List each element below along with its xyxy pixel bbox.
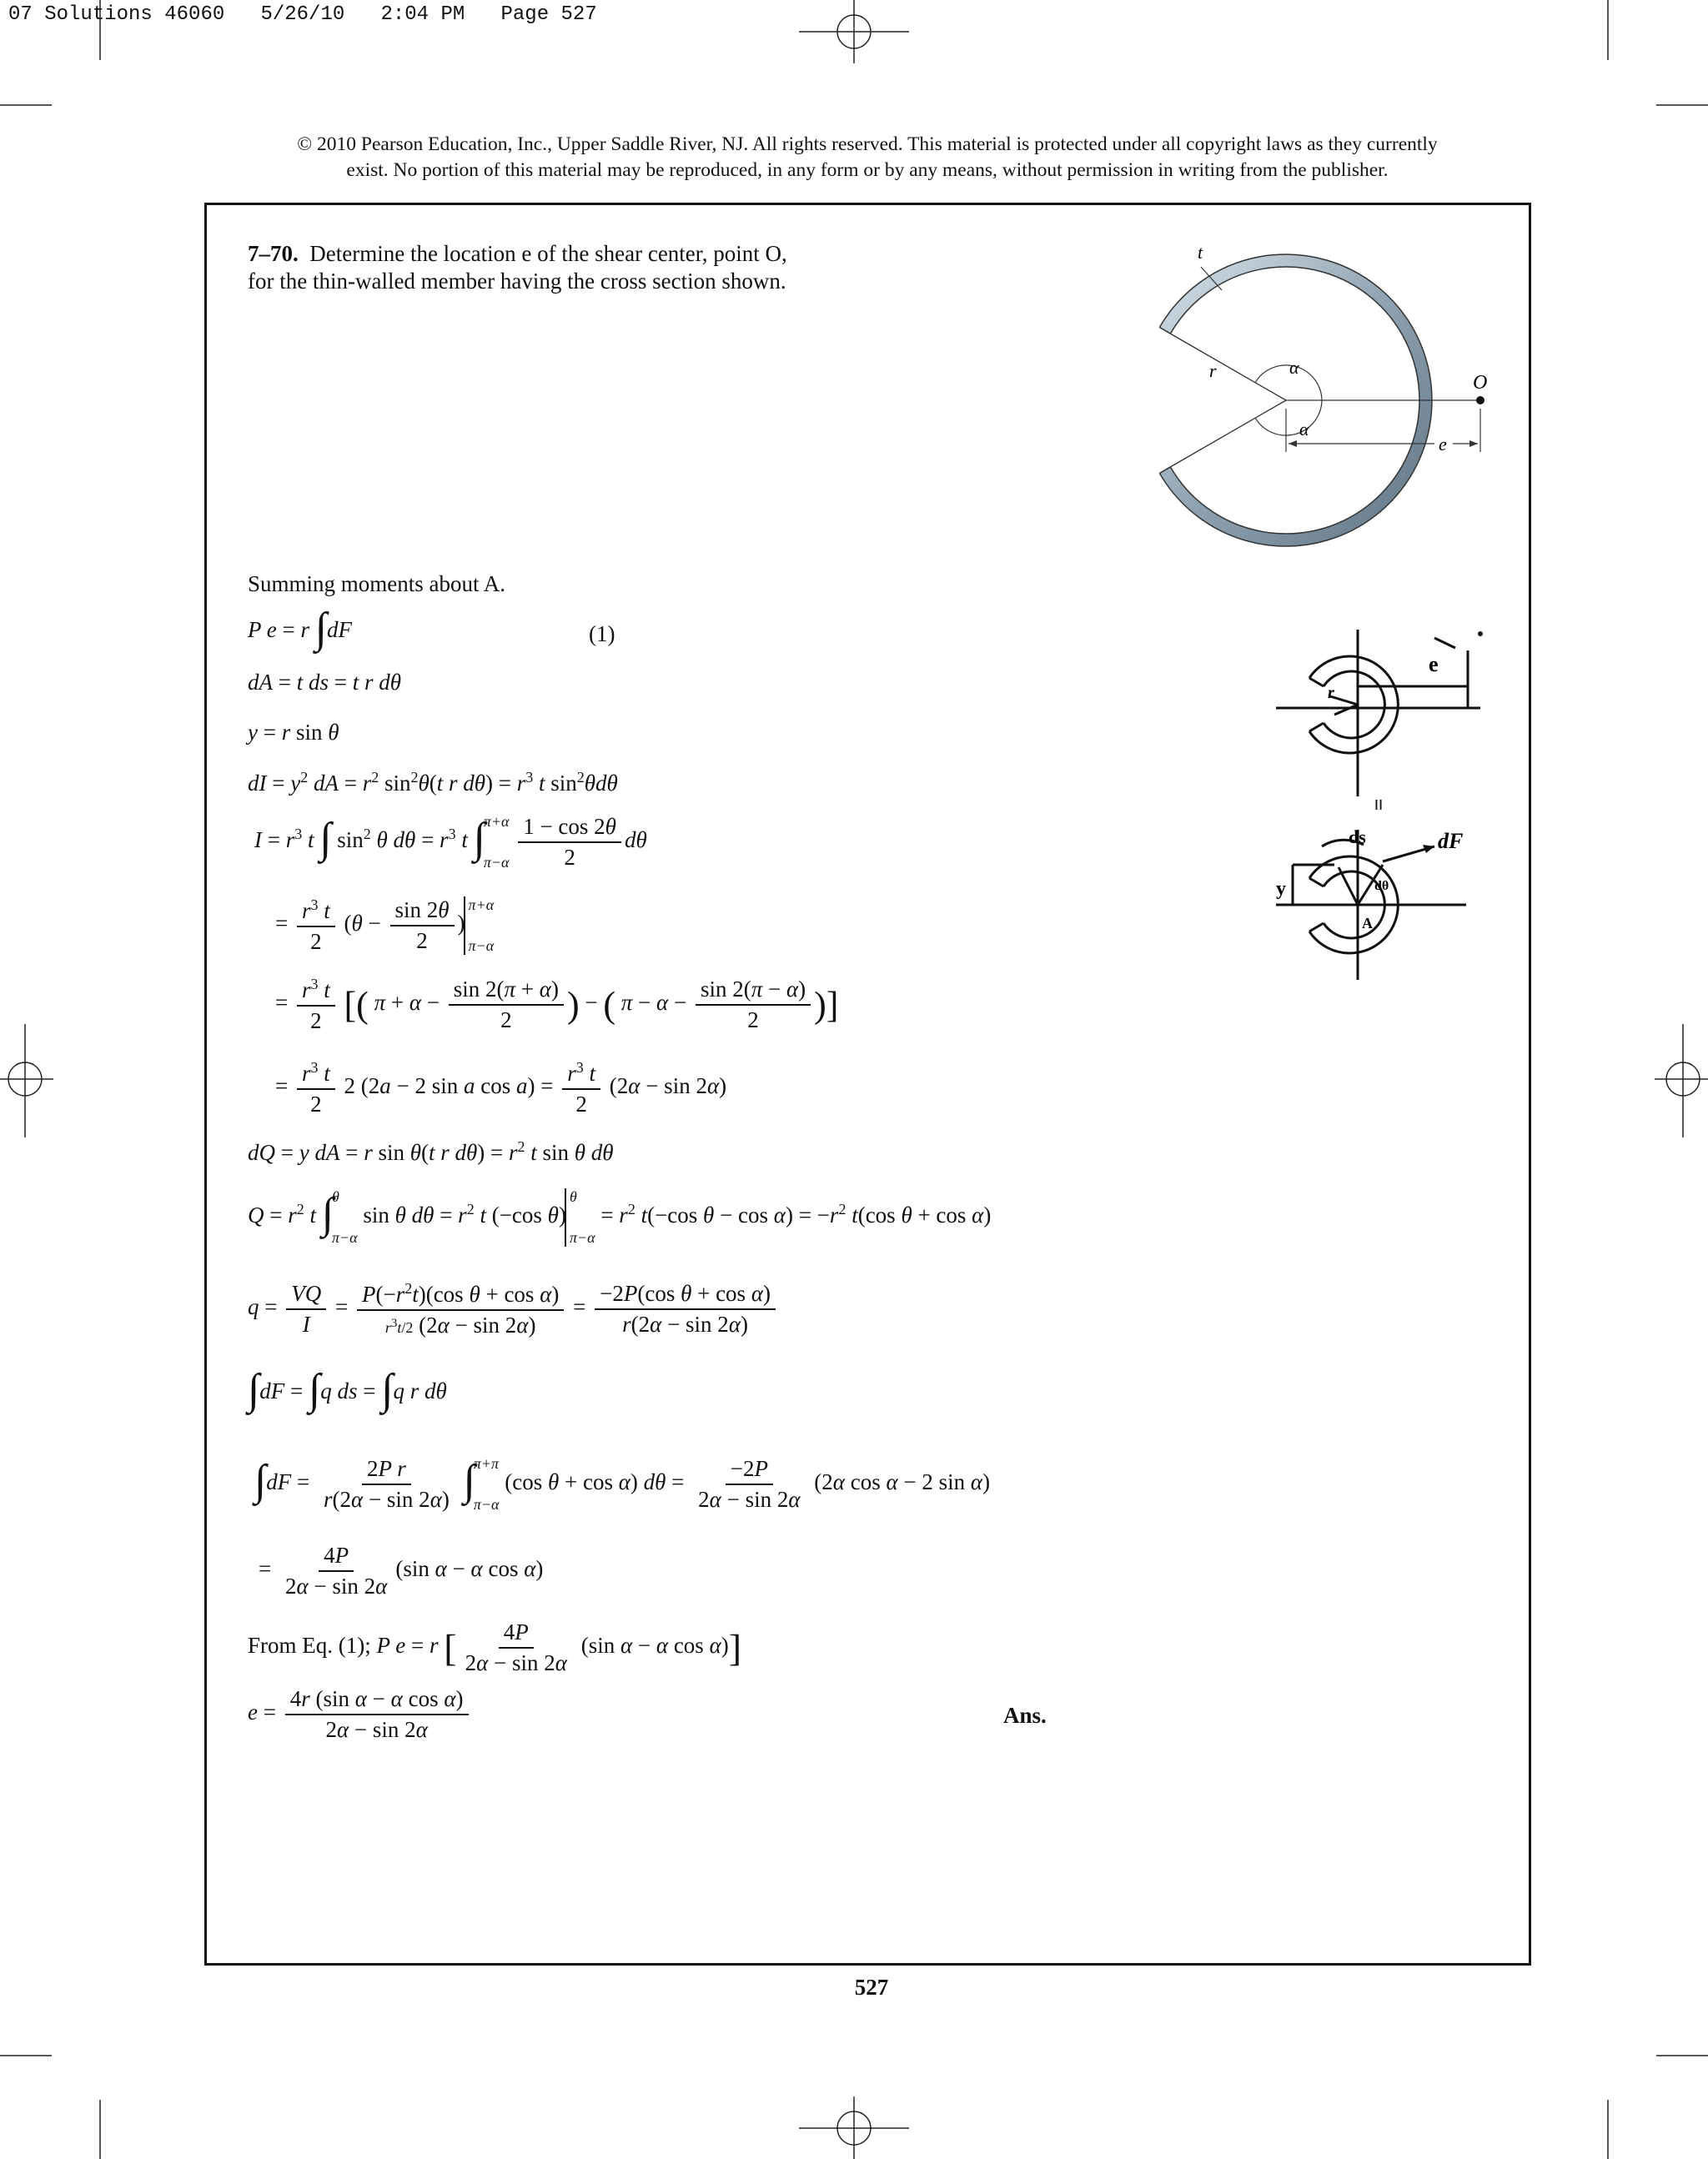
label-e: e <box>1439 434 1447 454</box>
label-alpha-bottom: α <box>1299 419 1309 439</box>
eq-Q: $Q = r^2$ t ∫ θ π−α sin θ $d\theta = r^2$ t (−cos θ) θ π−α = $r^2$ t(−cos $\theta - \cos \alpha) = -r^2$ t(cos θ + cos α) <box>248 1188 992 1246</box>
page-number: 527 <box>854 1975 889 2000</box>
label-t: t <box>1198 242 1203 263</box>
eq-dI: dI = $y^2$ dA = $r^2$ $\sin^2\theta(t$ r $d\theta) = r^3$ t $\sin^2\theta d\theta$ <box>248 769 618 796</box>
solution-intro: Summing moments about A. <box>248 571 506 596</box>
eq-dQ: dQ = y dA = r sin θ(t r $d\theta) = r^2$ t sin θ dθ <box>248 1138 614 1165</box>
label-r: r <box>1209 360 1217 381</box>
eq-dF-ds: ∫dF = ∫q ds = ∫q r dθ <box>248 1366 447 1413</box>
sketch-label-dtheta: dθ <box>1374 879 1389 893</box>
hand-sketch-top <box>1276 621 1501 805</box>
eq-e-result: e = $\frac{\text{4r (sin α − α cos α)}}{2\alpha - \sin 2\alpha}$ <box>248 1686 472 1743</box>
eq-I-result: = $\frac{r^3 t}{2}$ 2 (2a − 2 sin a cos a) = $\frac{r^3 t}{2}$ (2α − sin 2α) <box>275 1059 727 1117</box>
eq-I-step2: = $\frac{r^3 t}{2}$ [( π + α − $\frac{\sin 2(\pi + \alpha)}{2}$ ) − ( π − α − $\frac{\sin 2(\pi - \alpha)}{2}$ )] <box>275 976 839 1033</box>
sketch-label-A: A <box>1362 915 1373 931</box>
eq-dA: dA = t ds = t r dθ <box>248 670 402 695</box>
eq-dF-result: = $\frac{4P}{2\alpha - \sin 2\alpha}$ (sin α − α cos α) <box>259 1543 544 1599</box>
sketch-label-y: y <box>1276 878 1286 900</box>
problem-line-1: Determine the location e of the shear center, point O, <box>309 241 787 266</box>
label-O: O <box>1473 372 1488 394</box>
eq-moment: P e = r ∫dF <box>248 605 352 652</box>
sketch-label-dF: dF <box>1438 829 1464 853</box>
sketch-equals: = <box>1366 798 1391 811</box>
sketch-label-r: r <box>1328 684 1334 702</box>
problem-number: 7–70. <box>248 241 299 266</box>
cross-section-figure <box>1159 242 1510 559</box>
from-eq-label: From Eq. (1); <box>248 1633 371 1659</box>
problem-line-2: for the thin-walled member having the cross section shown. <box>248 269 786 294</box>
eq-dF-integral: ∫dF = $\frac{\text{2P r}}{r(2\alpha - \sin 2\alpha)}$ ∫ π+π π−α (cos θ + cos α) dθ = $\frac{-2P}{2\alpha - \sin 2\alpha}$ (2α cos α − 2 sin α) <box>254 1455 991 1513</box>
eq-I: $I = r^3$ t ∫ $\sin^2 \theta$ $d\theta = r^3$ t ∫ π+α π−α $\frac{1 - \cos 2\theta}{2}$ dθ <box>254 813 647 871</box>
sketch-label-ds: ds <box>1349 826 1366 847</box>
eq1-number: (1) <box>589 621 615 646</box>
copyright-line-2: exist. No portion of this material may be reproduced, in any form or by any means, without permission in writing from the publisher. <box>346 159 1389 181</box>
copyright-notice <box>217 132 1518 183</box>
label-alpha-top: α <box>1289 357 1299 378</box>
eq-from-1: From Eq. (1); P e = r [ $\frac{4P}{2\alpha - \sin 2\alpha}$ (sin α − α cos α)] <box>248 1619 742 1675</box>
problem-statement <box>248 240 787 295</box>
eq-y: y = r sin θ <box>248 720 339 745</box>
point-O <box>1476 396 1484 404</box>
copyright-line-1: © 2010 Pearson Education, Inc., Upper Saddle River, NJ. All rights reserved. This material is protected under all copyright laws as they currently <box>297 133 1438 155</box>
printer-slug: 07 Solutions 46060 5/26/10 2:04 PM Page 527 <box>8 3 597 26</box>
answer-label: Ans. <box>1003 1703 1047 1728</box>
eq-q: q = $\frac{VQ}{I}$ = $\frac{P(-r^2t)(\cos \theta + \cos \alpha)}{r^3t/2 (2\alpha - \sin 2\alpha)}$ = $\frac{\text{−2P(cos θ + cos α)}}{r(2\alpha - \sin 2\alpha)}$ <box>248 1280 779 1338</box>
sketch-label-e: e <box>1429 652 1439 676</box>
hand-sketch-bottom <box>1276 813 1501 980</box>
eq-I-step1: = $\frac{r^3 t}{2}$ (θ − $\frac{\sin 2\theta}{2}$ ) π+α π−α <box>275 896 495 954</box>
